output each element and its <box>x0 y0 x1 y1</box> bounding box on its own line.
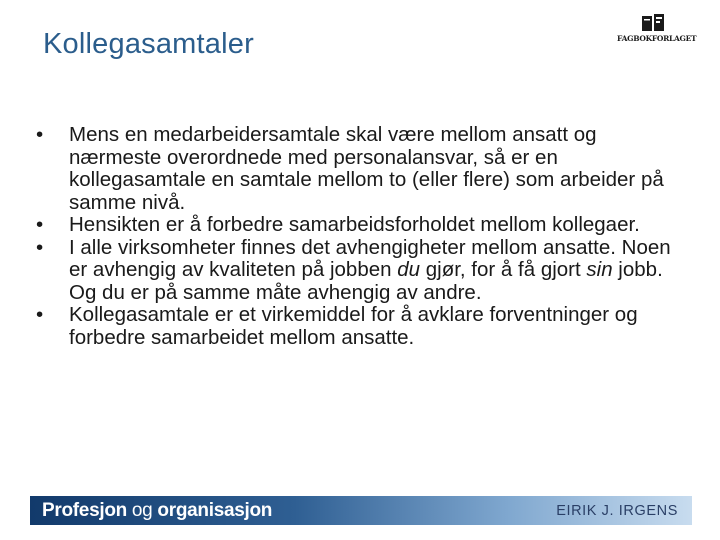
bullet-text <box>69 123 664 214</box>
bullet-dot-icon: • <box>36 303 44 326</box>
bullet-item <box>36 304 676 349</box>
bullet-item <box>36 214 676 237</box>
bullet-text-part: I alle virksomheter finnes det avhengigheter mellom ansatte. Noen er avhengig av kvaliteten på jobben <box>69 235 671 281</box>
book-logo-icon <box>641 14 665 32</box>
bullet-text-part: jobb. Og du er på samme måte avhengig av andre. <box>69 258 663 304</box>
footer-title-part: organisasjon <box>152 500 273 521</box>
footer-bar <box>30 496 692 525</box>
bullet-text-part: gjør, for å få gjort <box>420 258 587 281</box>
bullet-dot-icon: • <box>36 235 44 259</box>
bullet-item <box>36 237 676 305</box>
bullet-text-emphasis: sin <box>586 258 613 281</box>
bullet-text <box>69 303 638 349</box>
bullet-text-part: Hensikten er å forbedre samarbeidsforholdet mellom kollegaer. <box>69 213 640 236</box>
publisher-logo <box>617 14 697 46</box>
bullet-dot-icon: • <box>36 213 44 236</box>
slide-title: Kollegasamtaler <box>43 28 254 60</box>
footer-title-part: Profesjon <box>42 500 132 521</box>
bullet-text-emphasis: du <box>397 258 421 281</box>
bullet-text-part: Kollegasamtale er et virkemiddel for å avklare forventninger og forbedre samarbeidet mellom ansatte. <box>69 303 638 349</box>
bullet-text-part: Mens en medarbeidersamtale skal være mellom ansatt og nærmeste overordnede med personalansvar, så er en kollegasamtale en samtale mellom to (eller flere) som arbeider på samme nivå. <box>69 123 664 214</box>
logo-text: FAGBOKFORLAGET <box>617 34 697 43</box>
bullet-list <box>36 124 676 349</box>
footer-title <box>42 500 272 522</box>
footer-title-part: og <box>131 500 153 521</box>
footer-author: EIRIK J. IRGENS <box>556 503 678 519</box>
bullet-text <box>69 236 671 304</box>
bullet-item <box>36 124 676 214</box>
bullet-dot-icon: • <box>36 123 44 146</box>
bullet-text <box>69 213 640 236</box>
